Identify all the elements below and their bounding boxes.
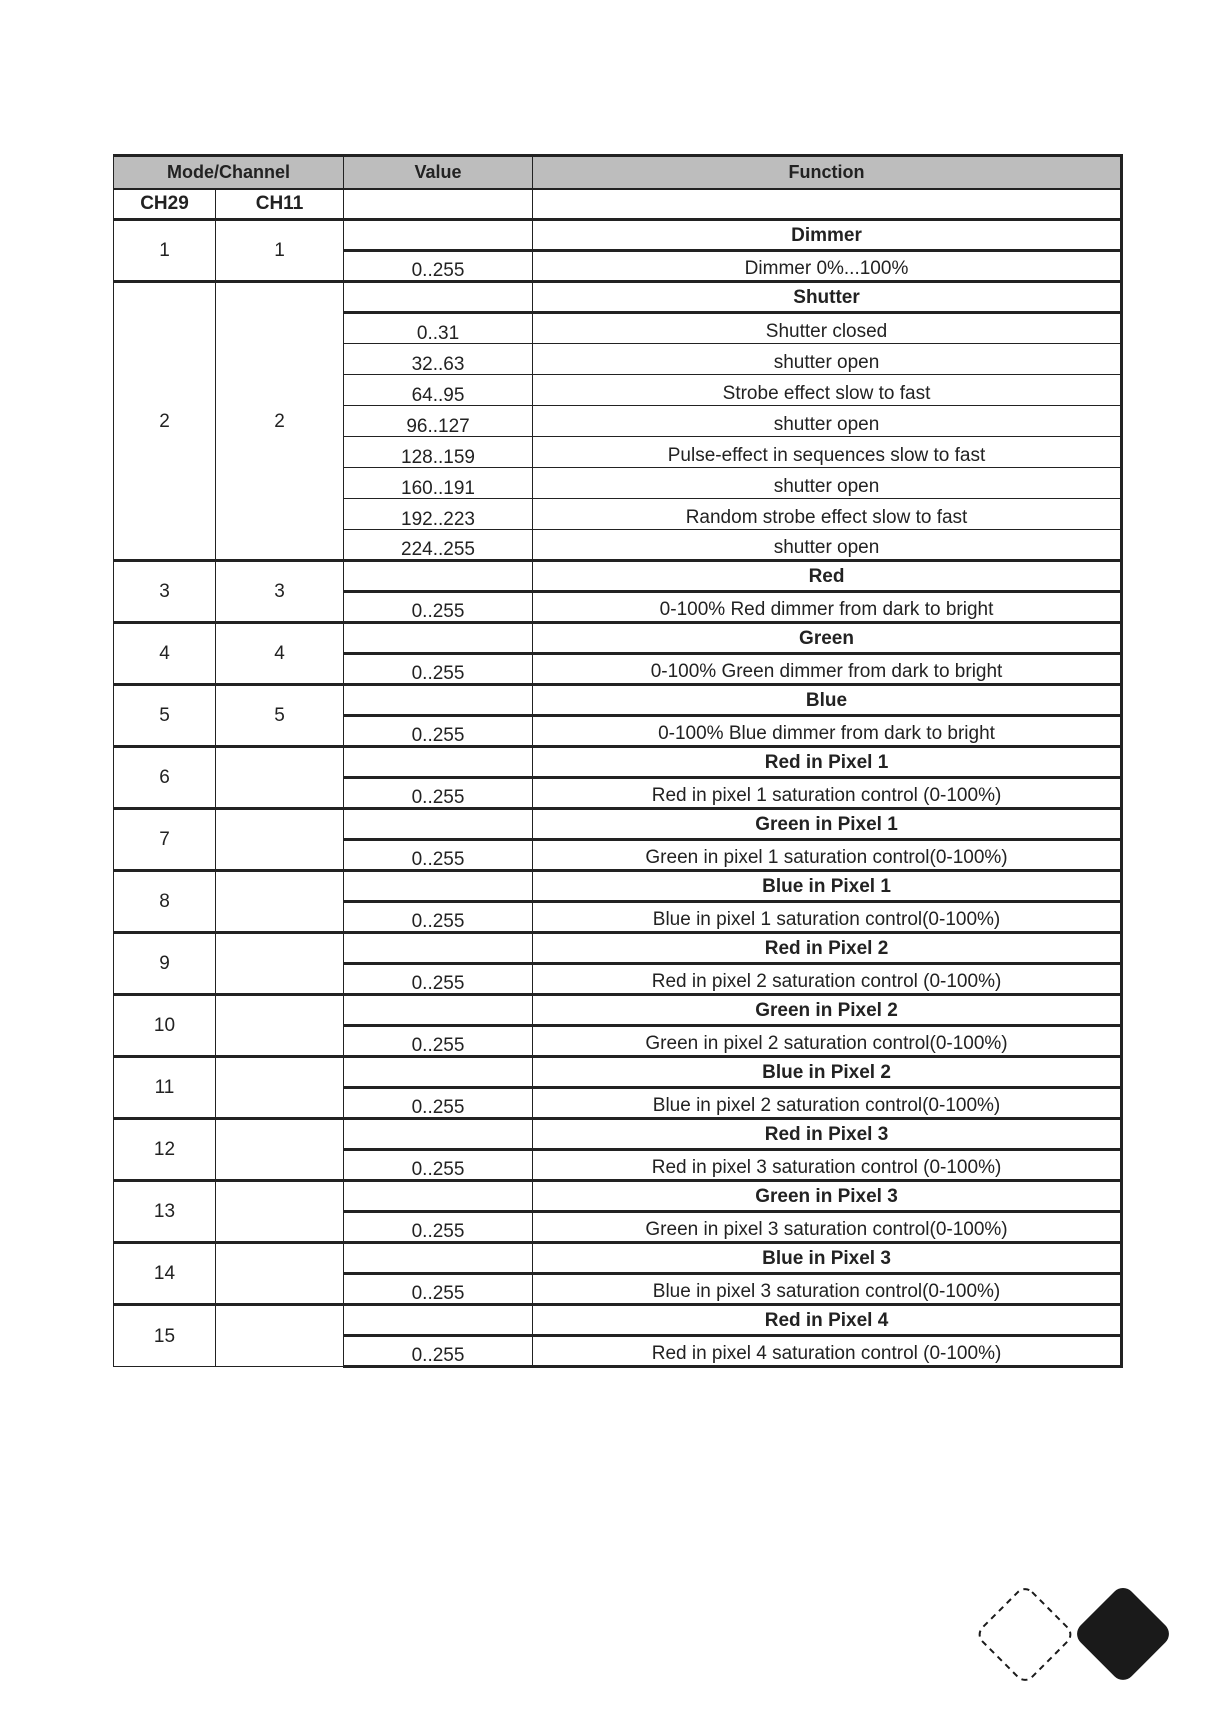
value-range: 224..255 [344, 530, 533, 561]
value-range: 32..63 [344, 344, 533, 375]
brand-logo [970, 1575, 1190, 1695]
table-body [114, 220, 1122, 1367]
channel-group-row [114, 623, 1122, 654]
ch11-number [216, 809, 344, 871]
ch29-number: 9 [114, 933, 216, 995]
value-range: 0..31 [344, 313, 533, 344]
ch11-number: 4 [216, 623, 344, 685]
value-range: 0..255 [344, 592, 533, 623]
value-blank [344, 623, 533, 654]
ch29-number: 11 [114, 1057, 216, 1119]
value-range: 0..255 [344, 1026, 533, 1057]
value-range: 0..255 [344, 1088, 533, 1119]
function-description: Blue in pixel 3 saturation control(0-100%) [533, 1274, 1122, 1305]
ch29-number: 1 [114, 220, 216, 282]
value-range: 0..255 [344, 1274, 533, 1305]
value-range: 160..191 [344, 468, 533, 499]
value-blank [344, 809, 533, 840]
function-description: 0-100% Green dimmer from dark to bright [533, 654, 1122, 685]
value-range: 0..255 [344, 1212, 533, 1243]
logo-outline-diamond [976, 1585, 1075, 1684]
ch11-number [216, 1305, 344, 1367]
channel-group-row [114, 995, 1122, 1026]
value-blank [344, 282, 533, 313]
value-blank [344, 1057, 533, 1088]
function-description: 0-100% Blue dimmer from dark to bright [533, 716, 1122, 747]
value-range: 0..255 [344, 251, 533, 282]
function-title: Blue in Pixel 3 [533, 1243, 1122, 1274]
ch29-number: 5 [114, 685, 216, 747]
function-title: Blue [533, 685, 1122, 716]
ch29-number: 7 [114, 809, 216, 871]
header-value: Value [344, 156, 533, 189]
ch11-number: 1 [216, 220, 344, 282]
function-title: Blue in Pixel 2 [533, 1057, 1122, 1088]
channel-group-row [114, 1181, 1122, 1212]
channel-group-row [114, 685, 1122, 716]
function-description: Shutter closed [533, 313, 1122, 344]
function-title: Green in Pixel 3 [533, 1181, 1122, 1212]
value-blank [344, 220, 533, 251]
value-range: 0..255 [344, 654, 533, 685]
value-range: 0..255 [344, 716, 533, 747]
header-function: Function [533, 156, 1122, 189]
header-ch11: CH11 [216, 189, 344, 220]
channel-group-row [114, 1243, 1122, 1274]
table-header-row [114, 156, 1122, 189]
ch29-number: 4 [114, 623, 216, 685]
logo-filled-diamond [1072, 1583, 1174, 1685]
channel-group-row [114, 561, 1122, 592]
value-blank [344, 747, 533, 778]
ch11-number [216, 747, 344, 809]
ch29-number: 8 [114, 871, 216, 933]
function-title: Green in Pixel 2 [533, 995, 1122, 1026]
function-description: Blue in pixel 2 saturation control(0-100%) [533, 1088, 1122, 1119]
function-title: Red [533, 561, 1122, 592]
value-blank [344, 561, 533, 592]
ch11-number [216, 1243, 344, 1305]
ch29-number: 6 [114, 747, 216, 809]
function-title: Blue in Pixel 1 [533, 871, 1122, 902]
function-title: Green in Pixel 1 [533, 809, 1122, 840]
channel-group-row [114, 1119, 1122, 1150]
function-description: Red in pixel 4 saturation control (0-100%) [533, 1336, 1122, 1367]
ch11-number: 3 [216, 561, 344, 623]
header-mode-channel: Mode/Channel [114, 156, 344, 189]
function-description: Red in pixel 1 saturation control (0-100%) [533, 778, 1122, 809]
function-description: Red in pixel 3 saturation control (0-100%) [533, 1150, 1122, 1181]
ch29-number: 15 [114, 1305, 216, 1367]
function-description: 0-100% Red dimmer from dark to bright [533, 592, 1122, 623]
function-title: Shutter [533, 282, 1122, 313]
value-blank [344, 1181, 533, 1212]
value-blank [344, 995, 533, 1026]
ch29-number: 10 [114, 995, 216, 1057]
dmx-channel-table [113, 154, 1123, 1368]
function-description: Green in pixel 3 saturation control(0-100%) [533, 1212, 1122, 1243]
function-title: Red in Pixel 1 [533, 747, 1122, 778]
channel-group-row [114, 809, 1122, 840]
value-blank [344, 1243, 533, 1274]
value-range: 96..127 [344, 406, 533, 437]
ch11-number [216, 1181, 344, 1243]
value-blank [344, 685, 533, 716]
function-title: Red in Pixel 2 [533, 933, 1122, 964]
function-title: Dimmer [533, 220, 1122, 251]
channel-group-row [114, 933, 1122, 964]
channel-group-row [114, 220, 1122, 251]
function-description: shutter open [533, 406, 1122, 437]
function-description: shutter open [533, 344, 1122, 375]
ch29-number: 3 [114, 561, 216, 623]
ch11-number [216, 1057, 344, 1119]
value-range: 0..255 [344, 964, 533, 995]
function-description: Green in pixel 2 saturation control(0-100%) [533, 1026, 1122, 1057]
value-blank [344, 871, 533, 902]
ch11-number: 2 [216, 282, 344, 561]
ch29-number: 14 [114, 1243, 216, 1305]
value-blank [344, 1119, 533, 1150]
header-function-blank [533, 189, 1122, 220]
channel-group-row [114, 747, 1122, 778]
ch11-number [216, 871, 344, 933]
value-range: 128..159 [344, 437, 533, 468]
value-range: 0..255 [344, 1150, 533, 1181]
ch11-number: 5 [216, 685, 344, 747]
table-subheader-row [114, 189, 1122, 220]
function-description: Strobe effect slow to fast [533, 375, 1122, 406]
value-range: 0..255 [344, 840, 533, 871]
value-range: 0..255 [344, 1336, 533, 1367]
function-description: Pulse-effect in sequences slow to fast [533, 437, 1122, 468]
value-range: 0..255 [344, 902, 533, 933]
function-description: Dimmer 0%...100% [533, 251, 1122, 282]
ch11-number [216, 1119, 344, 1181]
function-description: Red in pixel 2 saturation control (0-100%) [533, 964, 1122, 995]
function-description: shutter open [533, 530, 1122, 561]
value-range: 64..95 [344, 375, 533, 406]
function-title: Red in Pixel 4 [533, 1305, 1122, 1336]
function-title: Green [533, 623, 1122, 654]
header-value-blank [344, 189, 533, 220]
channel-group-row [114, 1057, 1122, 1088]
value-blank [344, 1305, 533, 1336]
function-title: Red in Pixel 3 [533, 1119, 1122, 1150]
function-description: shutter open [533, 468, 1122, 499]
channel-group-row [114, 1305, 1122, 1336]
ch11-number [216, 995, 344, 1057]
ch11-number [216, 933, 344, 995]
value-blank [344, 933, 533, 964]
function-description: Green in pixel 1 saturation control(0-100%) [533, 840, 1122, 871]
ch29-number: 13 [114, 1181, 216, 1243]
value-range: 192..223 [344, 499, 533, 530]
function-description: Blue in pixel 1 saturation control(0-100%) [533, 902, 1122, 933]
header-ch29: CH29 [114, 189, 216, 220]
ch29-number: 12 [114, 1119, 216, 1181]
channel-group-row [114, 282, 1122, 313]
ch29-number: 2 [114, 282, 216, 561]
value-range: 0..255 [344, 778, 533, 809]
function-description: Random strobe effect slow to fast [533, 499, 1122, 530]
channel-group-row [114, 871, 1122, 902]
